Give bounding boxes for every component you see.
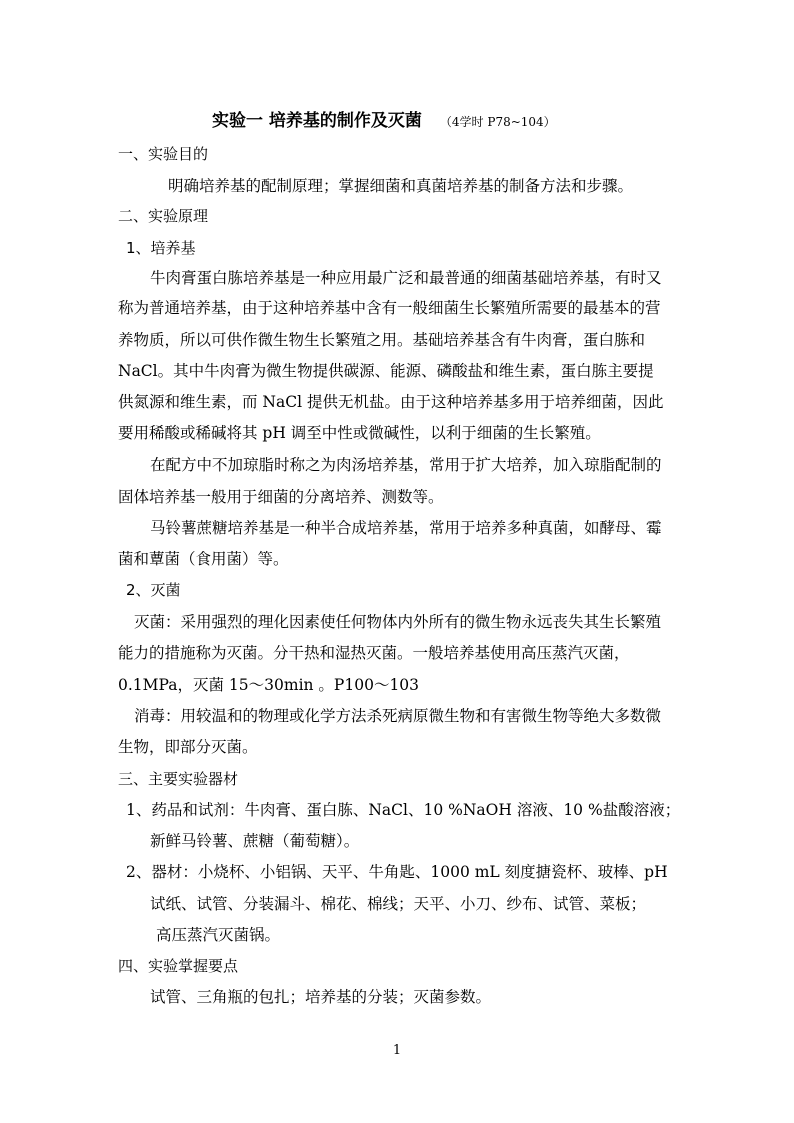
page-title: 实验一 培养基的制作及灭菌 <box>212 111 422 131</box>
section2-sub1-heading: 1、培养基 <box>126 239 196 257</box>
paragraph-line: 固体培养基一般用于细菌的分离培养、测数等。 <box>118 488 444 506</box>
section1-text: 明确培养基的配制原理；掌握细菌和真菌培养基的制备方法和步骤。 <box>168 177 634 195</box>
list-item: 2、器材：小烧杯、小铝锅、天平、牛角匙、1000 mL 刻度搪瓷杯、玻棒、pH <box>126 863 668 881</box>
paragraph-line: 在配方中不加琼脂时称之为肉汤培养基，常用于扩大培养，加入琼脂配制的 <box>150 456 662 474</box>
list-item: 试纸、试管、分装漏斗、棉花、棉线；天平、小刀、纱布、试管、菜板； <box>150 895 647 913</box>
paragraph-line: 灭菌：采用强烈的理化因素使任何物体内外所有的微生物永远丧失其生长繁殖 <box>134 613 662 631</box>
paragraph-line: 供氮源和维生素，而 NaCl 提供无机盐。由于这种培养基多用于培养细菌，因此 <box>118 393 664 411</box>
paragraph-line: 牛肉膏蛋白胨培养基是一种应用最广泛和最普通的细菌基础培养基，有时又 <box>150 269 662 287</box>
list-item: 新鲜马铃薯、蔗糖（葡萄糖）。 <box>150 832 360 850</box>
list-item: 高压蒸汽灭菌锅。 <box>156 926 281 944</box>
section1-heading: 一、实验目的 <box>118 145 209 163</box>
paragraph-line: 菌和蕈菌（食用菌）等。 <box>118 550 289 568</box>
title-line <box>212 106 556 131</box>
paragraph-line: 要用稀酸或稀碱将其 pH 调至中性或微碱性，以利于细菌的生长繁殖。 <box>118 424 601 442</box>
section2-heading: 二、实验原理 <box>118 207 209 225</box>
paragraph-line: 消毒：用较温和的物理或化学方法杀死病原微生物和有害微生物等绝大多数微 <box>134 707 662 725</box>
paragraph-line: 能力的措施称为灭菌。分干热和湿热灭菌。一般培养基使用高压蒸汽灭菌， <box>118 644 630 662</box>
paragraph-line: NaCl。其中牛肉膏为微生物提供碳源、能源、磷酸盐和维生素，蛋白胨主要提 <box>118 362 654 380</box>
paragraph-line: 生物，即部分灭菌。 <box>118 738 258 756</box>
title-note: （4学时 P78~104） <box>439 115 556 129</box>
section2-sub2-heading: 2、灭菌 <box>126 581 181 599</box>
paragraph-line: 称为普通培养基，由于这种培养基中含有一般细菌生长繁殖所需要的最基本的营 <box>118 299 661 317</box>
section3-heading: 三、主要实验器材 <box>118 770 239 788</box>
page-number: 1 <box>392 1043 402 1058</box>
section4-text: 试管、三角瓶的包扎；培养基的分装；灭菌参数。 <box>150 988 492 1006</box>
paragraph-line: 养物质，所以可供作微生物生长繁殖之用。基础培养基含有牛肉膏，蛋白胨和 <box>118 331 646 349</box>
list-item: 1、药品和试剂：牛肉膏、蛋白胨、NaCl、10 %NaOH 溶液、10 %盐酸溶液； <box>126 801 681 819</box>
paragraph-line: 0.1MPa，灭菌 15～30min 。P100～103 <box>118 676 420 694</box>
section4-heading: 四、实验掌握要点 <box>118 957 239 975</box>
paragraph-line: 马铃薯蔗糖培养基是一种半合成培养基，常用于培养多种真菌，如酵母、霉 <box>150 519 662 537</box>
